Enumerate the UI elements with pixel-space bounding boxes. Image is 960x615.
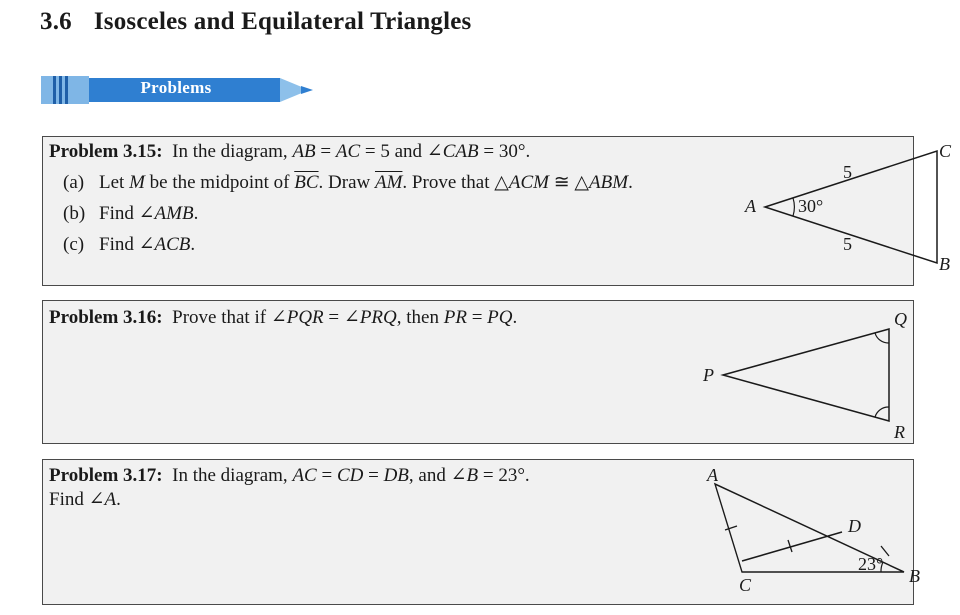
vertex-d: D: [848, 516, 861, 536]
problem-3-17-question: Find ∠A.: [49, 489, 121, 510]
problem-3-15-figure: [693, 137, 952, 285]
vertex-q: Q: [894, 309, 907, 329]
problem-3-17-statement: Problem 3.17: In the diagram, AC = CD = DB, and ∠B = 23°.: [49, 465, 530, 486]
problem-3-16-box: [42, 300, 914, 444]
vertex-p: P: [703, 365, 714, 385]
problem-3-17-figure: [643, 460, 920, 604]
part-tag: (b): [63, 203, 86, 224]
problems-banner-label: Problems: [140, 78, 212, 97]
vertex-c: C: [739, 575, 752, 595]
problem-3-15-statement: Problem 3.15: In the diagram, AB = AC = 5 and ∠CAB = 30°.: [49, 141, 531, 162]
vertex-a: A: [745, 196, 756, 216]
angle-q-mark: [875, 333, 889, 343]
problem-3-15-part-c: (c) Find ∠ACB.: [63, 234, 196, 255]
angle-label-23: 23°: [858, 554, 884, 574]
vertex-c: C: [939, 141, 952, 161]
part-tag: (c): [63, 234, 85, 255]
vertex-b: B: [939, 254, 950, 274]
segment-cd: [742, 532, 842, 561]
side-label-ab: 5: [843, 234, 852, 254]
angle-label-30: 30°: [798, 196, 824, 216]
triangle-pqr: [723, 329, 889, 421]
section-number: 3.6: [40, 8, 72, 35]
problem-label: Problem 3.16:: [49, 307, 163, 328]
side-label-ac: 5: [843, 162, 852, 182]
vertex-r: R: [894, 422, 905, 442]
vertex-b: B: [909, 566, 920, 586]
problem-3-15-part-a: (a) Let M be the midpoint of $\overline{BC}$. Draw $\overline{AM}$. Prove that △ACM ≅ △ABM.: [63, 172, 633, 193]
section-title: [40, 8, 472, 36]
problem-3-16-statement: Problem 3.16: Prove that if ∠PQR = ∠PRQ, then PR = PQ.: [49, 307, 518, 328]
vertex-a: A: [707, 465, 718, 485]
problem-3-16-figure: [693, 301, 913, 443]
section-name: Isosceles and Equilateral Triangles: [93, 8, 472, 35]
tick-ac: [725, 526, 737, 530]
problem-3-15-part-b: (b) Find ∠AMB.: [63, 203, 199, 224]
problem-3-15-box: [42, 136, 952, 286]
angle-r-mark: [875, 407, 889, 417]
angle-arc: [793, 198, 794, 216]
part-tag: (a): [63, 172, 85, 193]
problem-3-17-box: [42, 459, 920, 605]
problem-label: Problem 3.15:: [49, 141, 163, 162]
problem-label: Problem 3.17:: [49, 465, 163, 486]
